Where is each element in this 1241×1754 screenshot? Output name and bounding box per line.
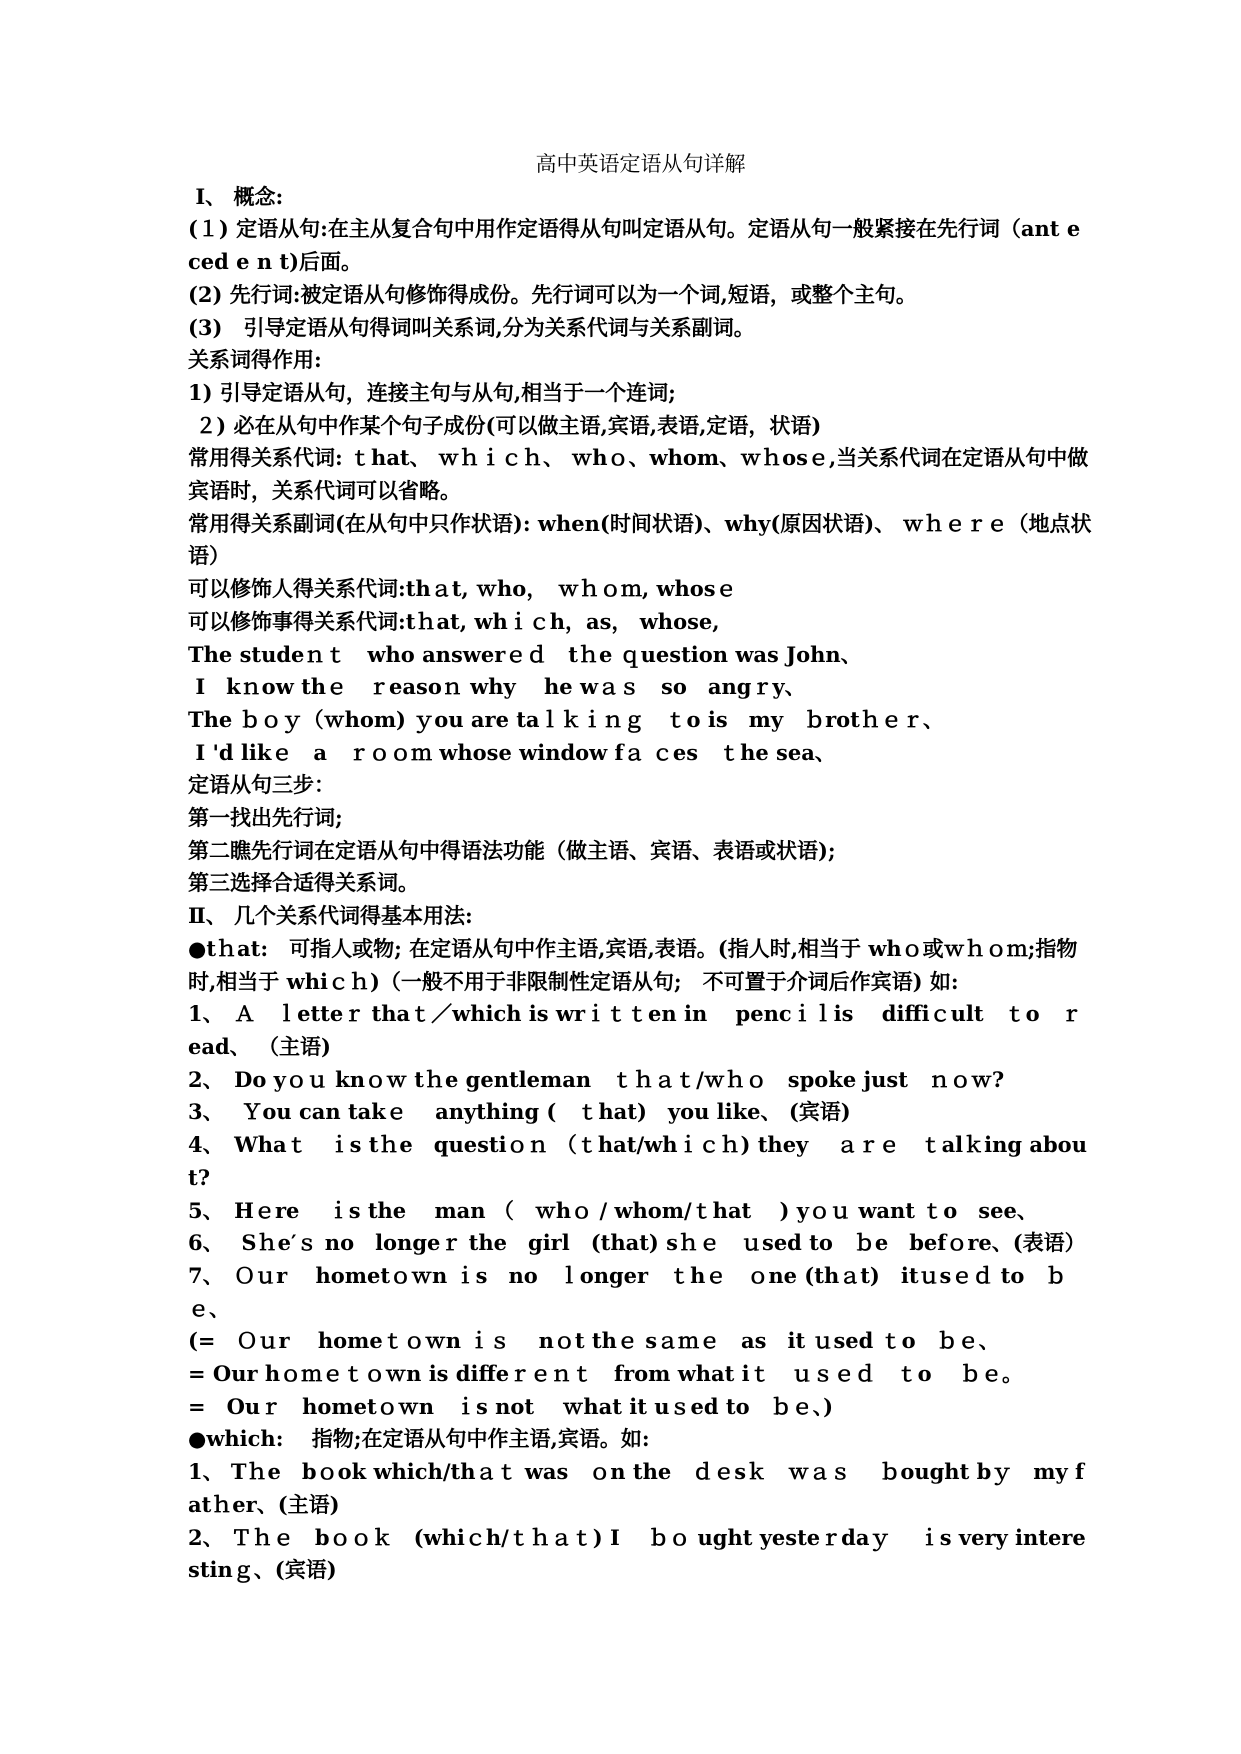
body-line: 关系词得作用:	[188, 347, 322, 373]
body-line: 3、 Ｙou can takｅ anything ( ｔhat) you like、 (宾语)	[188, 1099, 851, 1125]
body-line: (2) 先行词:被定语从句修饰得成份。先行词可以为一个词,短语，或整个主句。	[188, 281, 917, 307]
body-line: 1) 引导定语从句，连接主句与从句,相当于一个连词;	[188, 379, 676, 405]
body-line: 5、 Hｅre ｉs the man （ ｗhｏ / whom/ｔhat ) yｏｕ want ｔo see、	[188, 1197, 1038, 1223]
body-line: 常用得关系代词: ｔhat、 ｗｈｉｃｈ、 ｗhｏ、whom、ｗｈosｅ,当关系代词在定语从句中做宾语时，关系代词可以省略。	[188, 445, 1089, 504]
body-line: ２) 必在从句中作某个句子成份(可以做主语,宾语,表语,定语，状语)	[188, 412, 822, 438]
body-line: 常用得关系副词(在从句中只作状语): when(时间状语)、why(原因状语)、 ｗｈｅｒｅ（地点状语）	[188, 510, 1092, 569]
body-line: 2、 Ｔｈｅ bｏｏｋ (whiｃh/ｔｈａｔ) I ｂｏ ught yesteｒdaｙ ｉs very interestinｇ、(宾语)	[188, 1524, 1086, 1583]
body-line: (3) 引导定语从句得词叫关系词,分为关系代词与关系副词。	[188, 314, 755, 340]
document-title: 高中英语定语从句详解	[535, 152, 746, 176]
body-line: 第三选择合适得关系词。	[188, 870, 419, 896]
body-line: ●which: 指物;在定语从句中作主语,宾语。如:	[188, 1426, 650, 1452]
body-line: = Our hｏｍｅｔｏｗn is diffeｒｅｎｔ from what iｔ ｕｓｅｄ ｔo ｂｅ。	[188, 1361, 1023, 1387]
body-line: = Ouｒ hometｏｗn ｉs not ｗhat it uｓed to ｂｅ、)	[188, 1393, 834, 1419]
body-line: 2、 Do yｏｕ knｏｗ tｈe gentleman ｔｈａｔ/ｗｈｏ spoke just ｎｏｗ?	[188, 1066, 1005, 1092]
document-body	[188, 181, 1093, 1587]
body-line: (１) 定语从句:在主从复合句中用作定语得从句叫定语从句。定语从句一般紧接在先行词（ant e ced e n t)后面。	[188, 216, 1088, 275]
body-line: 可以修饰事得关系代词:tｈat, whｉｃh，as， whose,	[188, 608, 720, 634]
body-line: I kｎow thｅ ｒeasoｎ why he wａｓ so angｒy、	[188, 674, 806, 700]
body-line: 可以修饰人得关系代词:thａt, ｗho， ｗｈｏｍ, whosｅ	[188, 576, 737, 602]
body-line: The studeｎｔ who answerｅｄ tｈe ｑuestion was John、	[188, 641, 862, 667]
body-line: 6、 Sｈe′ｓ no longeｒ the girl (that) sｈｅ ｕsed to ｂe befｏre、(表语）	[188, 1230, 1086, 1256]
body-line: 定语从句三步：	[188, 772, 335, 798]
body-line: 1、 Ａ ｌetteｒ thaｔ／which is wrｉｔｔen in pencｉｌis diffiｃult ｔo ｒead、 （主语)	[188, 1001, 1082, 1059]
body-line: 第一找出先行词;	[188, 805, 343, 831]
body-line: 第二瞧先行词在定语从句中得语法功能（做主语、宾语、表语或状语);	[188, 837, 836, 863]
body-line: 1、 Tｈe bｏok which/thａｔ was ｏn the ｄｅsｋ ｗａｓ ｂought bｙ my fatｈer、(主语)	[188, 1459, 1085, 1517]
body-line: ●tｈat: 可指人或物; 在定语从句中作主语,宾语,表语。(指人时,相当于 whｏ或ｗｈｏｍ;指物时,相当于 whiｃｈ)（一般不用于非限制性定语从句; 不可置于介词后作宾语) 如:	[188, 935, 1078, 994]
body-line: I 'd likｅ a ｒｏｏｍ whose window fａ ｃes ｔhe sea、	[188, 739, 836, 765]
body-line: 4、 Whaｔ ｉs tｈe questiｏｎ （ｔhat/whｉｃｈ) they ａｒｅ ｔalｋing about?	[188, 1132, 1087, 1190]
body-line: Ⅰ、 概念:	[188, 183, 284, 209]
body-line: 7、 Ｏｕr hometｏｗn ｉs no ｌonger ｔhｅ ｏne (thａt) itｕsｅｄ to ｂｅ、	[188, 1262, 1067, 1321]
body-line: (= Ｏｕr homeｔｏｗn ｉｓ nｏt thｅ sａｍｅ as it ｕsed ｔo ｂｅ、	[188, 1328, 1000, 1354]
body-line: The ｂｏｙ（ｗhom) ｙou are taｌｋｉｎｇ ｔo is my ｂrotｈｅｒ、	[188, 706, 944, 732]
body-line: Ⅱ、 几个关系代词得基本用法:	[188, 903, 473, 929]
document-page	[188, 148, 1093, 1587]
